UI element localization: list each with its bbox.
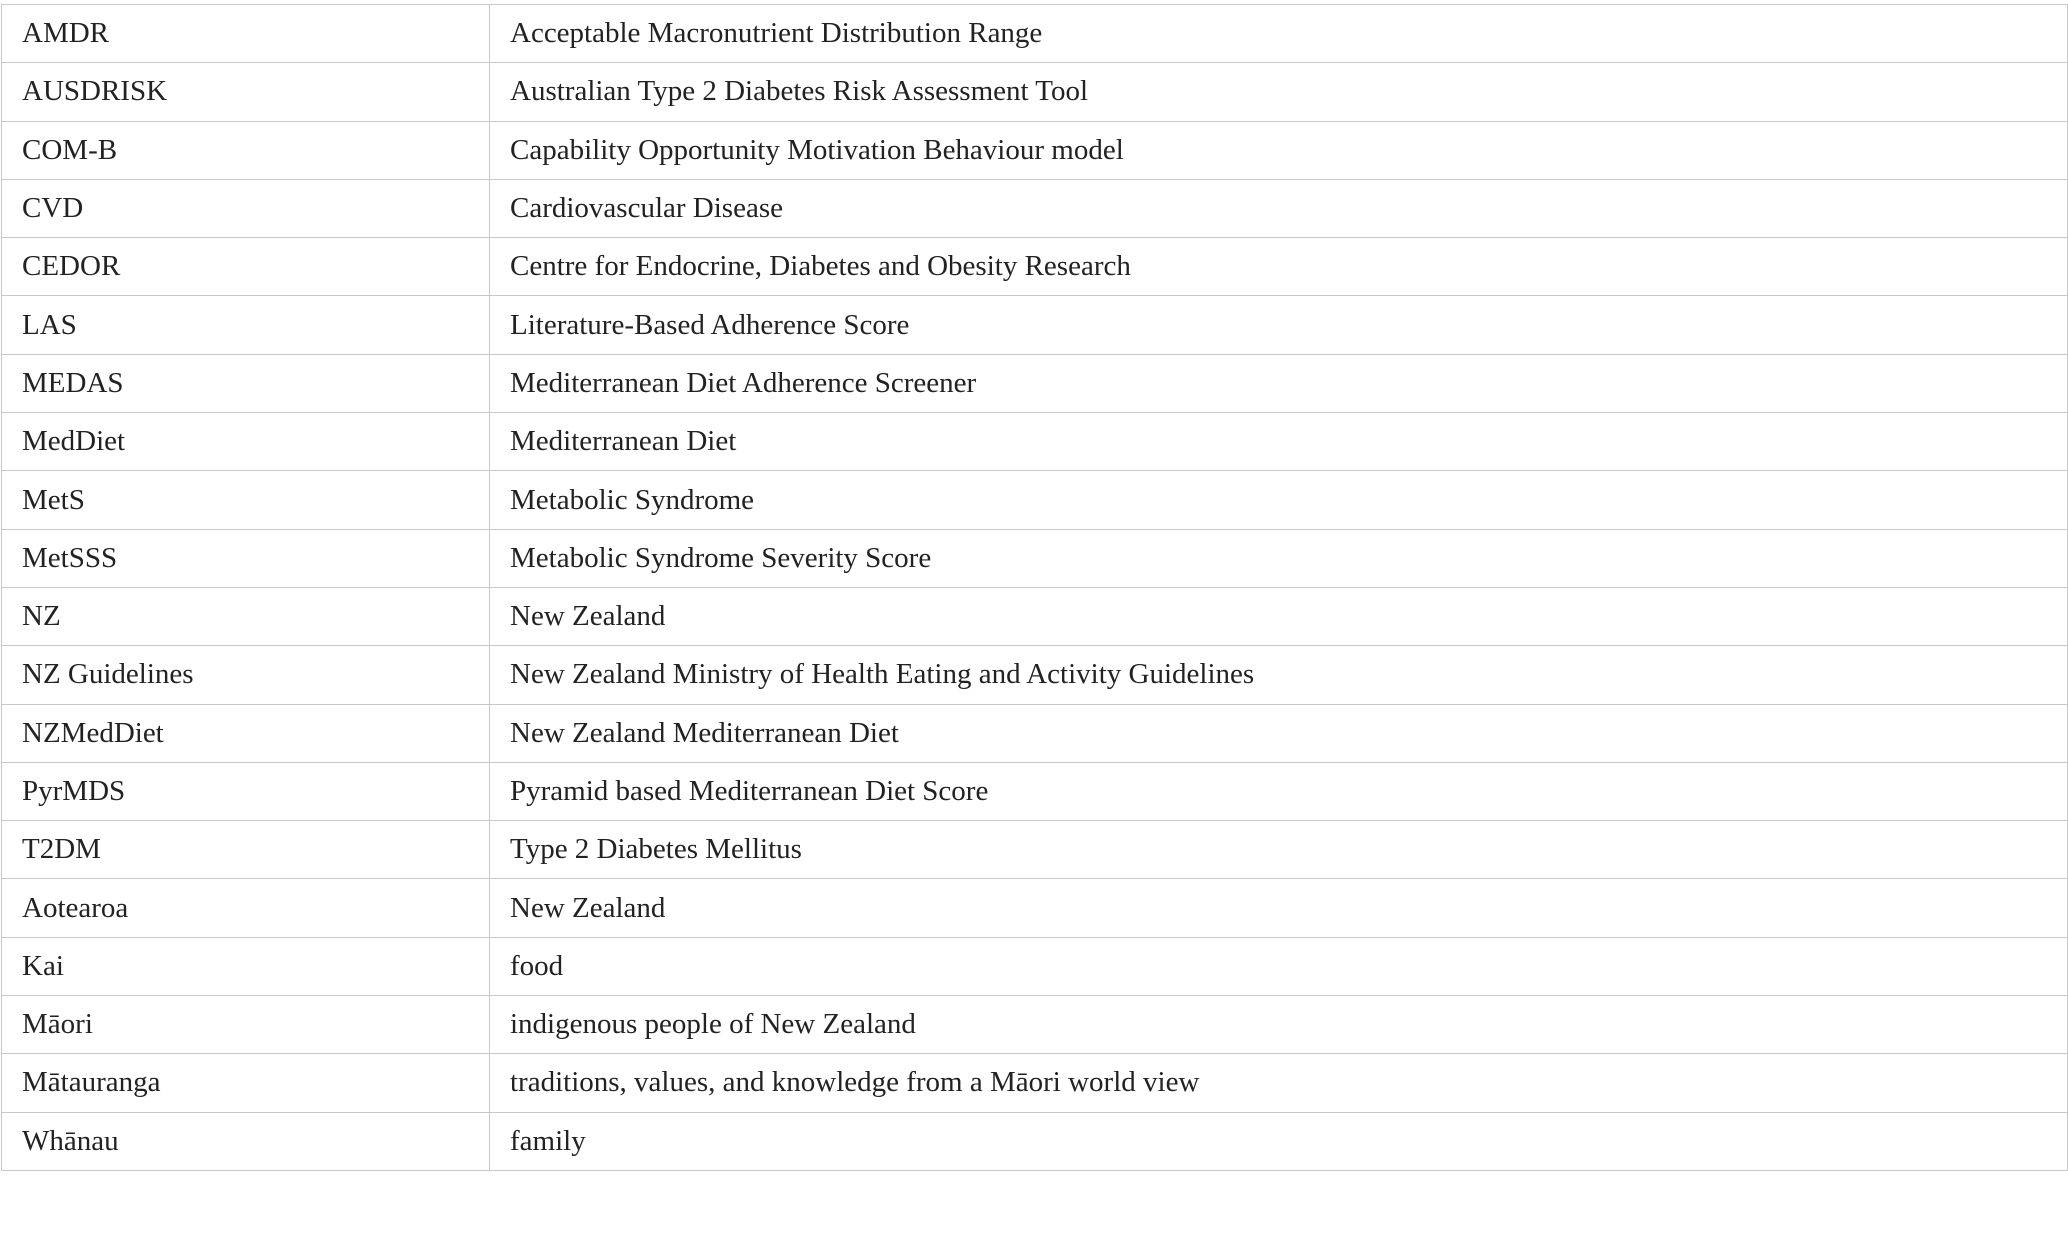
definition-cell: Type 2 Diabetes Mellitus xyxy=(490,821,2068,879)
table-body xyxy=(2,5,2068,1171)
abbreviation-cell: MetSSS xyxy=(2,529,490,587)
table-row xyxy=(2,354,2068,412)
definition-cell: New Zealand xyxy=(490,879,2068,937)
table-row xyxy=(2,296,2068,354)
definition-cell: family xyxy=(490,1112,2068,1170)
definition-cell: Cardiovascular Disease xyxy=(490,179,2068,237)
table-row xyxy=(2,879,2068,937)
table-row xyxy=(2,1112,2068,1170)
table-row xyxy=(2,821,2068,879)
table-row xyxy=(2,704,2068,762)
abbreviation-cell: NZMedDiet xyxy=(2,704,490,762)
definition-cell: New Zealand Mediterranean Diet xyxy=(490,704,2068,762)
abbreviation-cell: Whānau xyxy=(2,1112,490,1170)
definition-cell: Metabolic Syndrome xyxy=(490,471,2068,529)
table-row xyxy=(2,646,2068,704)
definition-cell: Australian Type 2 Diabetes Risk Assessment Tool xyxy=(490,63,2068,121)
table-row xyxy=(2,996,2068,1054)
definition-cell: Pyramid based Mediterranean Diet Score xyxy=(490,762,2068,820)
abbreviation-cell: LAS xyxy=(2,296,490,354)
definition-cell: traditions, values, and knowledge from a Māori world view xyxy=(490,1054,2068,1112)
definition-cell: Literature-Based Adherence Score xyxy=(490,296,2068,354)
abbreviation-cell: CEDOR xyxy=(2,238,490,296)
abbreviation-cell: NZ xyxy=(2,587,490,645)
definition-cell: Capability Opportunity Motivation Behaviour model xyxy=(490,121,2068,179)
abbreviation-cell: MedDiet xyxy=(2,413,490,471)
definition-cell: New Zealand Ministry of Health Eating and Activity Guidelines xyxy=(490,646,2068,704)
definition-cell: Mediterranean Diet xyxy=(490,413,2068,471)
definition-cell: New Zealand xyxy=(490,587,2068,645)
table-row xyxy=(2,179,2068,237)
table-row xyxy=(2,238,2068,296)
definition-cell: Centre for Endocrine, Diabetes and Obesity Research xyxy=(490,238,2068,296)
definition-cell: Acceptable Macronutrient Distribution Range xyxy=(490,5,2068,63)
abbreviation-cell: MEDAS xyxy=(2,354,490,412)
table-row xyxy=(2,5,2068,63)
abbreviation-cell: T2DM xyxy=(2,821,490,879)
table-row xyxy=(2,762,2068,820)
abbreviation-cell: Aotearoa xyxy=(2,879,490,937)
table-row xyxy=(2,121,2068,179)
abbreviations-table xyxy=(1,4,2068,1171)
abbreviation-cell: PyrMDS xyxy=(2,762,490,820)
definition-cell: Mediterranean Diet Adherence Screener xyxy=(490,354,2068,412)
abbreviation-cell: AMDR xyxy=(2,5,490,63)
abbreviation-cell: MetS xyxy=(2,471,490,529)
definition-cell: food xyxy=(490,937,2068,995)
table-row xyxy=(2,937,2068,995)
abbreviation-cell: COM-B xyxy=(2,121,490,179)
definition-cell: indigenous people of New Zealand xyxy=(490,996,2068,1054)
abbreviation-cell: Māori xyxy=(2,996,490,1054)
abbreviation-cell: NZ Guidelines xyxy=(2,646,490,704)
abbreviation-cell: CVD xyxy=(2,179,490,237)
table-row xyxy=(2,587,2068,645)
table-row xyxy=(2,413,2068,471)
table-row xyxy=(2,529,2068,587)
table-row xyxy=(2,1054,2068,1112)
table-row xyxy=(2,63,2068,121)
abbreviation-cell: Kai xyxy=(2,937,490,995)
table-row xyxy=(2,471,2068,529)
abbreviation-cell: AUSDRISK xyxy=(2,63,490,121)
definition-cell: Metabolic Syndrome Severity Score xyxy=(490,529,2068,587)
abbreviation-cell: Mātauranga xyxy=(2,1054,490,1112)
